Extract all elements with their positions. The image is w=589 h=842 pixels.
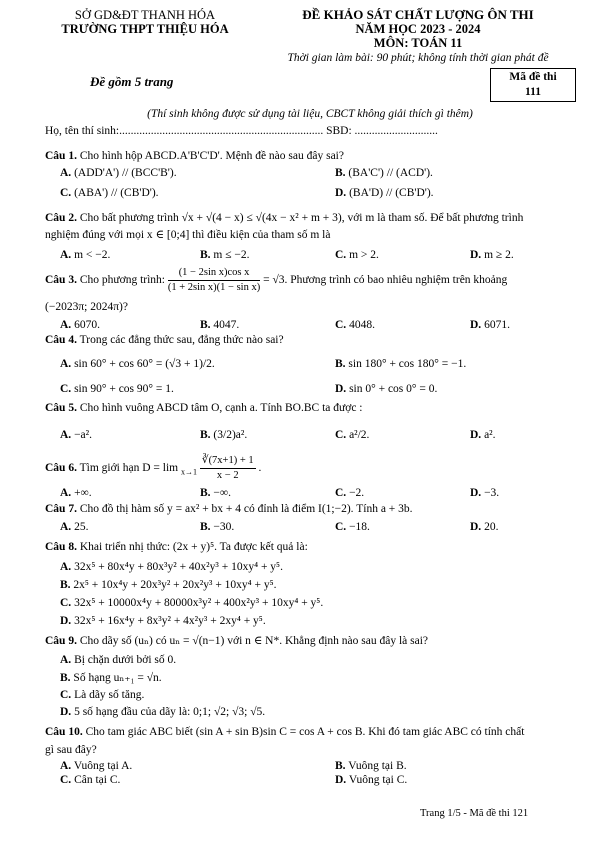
q3-option-d: D. 6071. (470, 319, 510, 331)
q6-stem-pre: Câu 6. Tìm giới hạn D = lim (45, 462, 179, 475)
subject: MÔN: TOÁN 11 (373, 36, 463, 50)
q6-option-b: B. −∞. (200, 487, 231, 499)
question-10-stem: Câu 10. Cho tam giác ABC biết (sin A + sin B)sin C = cos A + cos B. Khi đó tam giác ABC có tính chất (45, 726, 525, 738)
question-2-stem-cont: nghiệm đúng với mọi x ∈ [0;4] thì điều kiện của tham số m là (45, 229, 331, 241)
question-1-stem: Câu 1. Cho hình hộp ABCD.A'B'C'D'. Mệnh đề nào sau đây sai? (45, 150, 344, 162)
question-2-stem: Câu 2. Cho bất phương trình √x + √(4 − x) ≤ √(4x − x² + m + 3), với m là tham số. Để bất phương trình (45, 212, 524, 224)
question-9-stem: Câu 9. Cho dãy số (uₙ) có uₙ = √(n−1) với n ∈ N*. Khẳng định nào sau đây là sai? (45, 635, 429, 647)
q2-option-b: B. m ≤ −2. (200, 249, 250, 261)
q6-fraction (200, 454, 256, 483)
instructions-note: (Thí sinh không được sử dụng tài liệu, CBCT không giải thích gì thêm) (147, 108, 473, 120)
candidate-info-line: Họ, tên thí sinh:....................................................................... SBD: ............................. (45, 125, 438, 137)
q1-option-d: D. (BA'D) // (CB'D'). (335, 187, 434, 199)
dept-name: SỞ GD&ĐT THANH HÓA (74, 8, 216, 22)
q9-option-a: A. Bị chặn dưới bởi số 0. (60, 654, 177, 666)
q10-option-a: A. Vuông tại A. (60, 760, 133, 772)
header-right (248, 8, 588, 65)
question-3-stem-cont: (−2023π; 2024π)? (45, 301, 128, 313)
exam-code: 111 (525, 86, 541, 98)
q3-option-b: B. 4047. (200, 319, 240, 331)
q3-option-a: A. 6070. (60, 319, 100, 331)
question-3-stem (45, 266, 507, 295)
q3-numerator: (1 − 2sin x)cos x (168, 266, 260, 281)
q3-denominator: (1 + 2sin x)(1 − sin x) (167, 282, 261, 293)
question-8-stem: Câu 8. Khai triển nhị thức: (2x + y)⁵. Ta được kết quả là: (45, 541, 308, 553)
exam-title: ĐỀ KHẢO SÁT CHẤT LƯỢNG ÔN THI (302, 7, 534, 22)
q3-stem-pre: Câu 3. Cho phương trình: (45, 274, 165, 287)
question-6-stem (45, 454, 261, 483)
school-name: TRƯỜNG THPT THIỆU HÓA (61, 22, 229, 36)
q4-option-d: D. sin 0° + cos 0° = 0. (335, 383, 438, 395)
q3-stem-post: = √3. Phương trình có bao nhiêu nghiệm trên khoảng (263, 274, 508, 287)
question-4-stem: Câu 4. Trong các đẳng thức sau, đẳng thức nào sai? (45, 334, 284, 346)
q10-option-c: C. Cân tại C. (60, 774, 121, 786)
q6-limit-sub: x→1 (181, 467, 197, 477)
q2-option-d: D. m ≥ 2. (470, 249, 514, 261)
q6-option-c: C. −2. (335, 487, 365, 499)
q5-option-b: B. (3/2)a². (200, 429, 248, 441)
time-info: Thời gian làm bài: 90 phút; không tính thời gian phát đề (287, 52, 549, 64)
q2-option-a: A. m < −2. (60, 249, 111, 261)
q6-stem-post: . (258, 462, 262, 475)
page-count: Đề gồm 5 trang (90, 74, 174, 89)
q9-option-c: C. Là dãy số tăng. (60, 689, 145, 701)
q6-option-d: D. −3. (470, 487, 500, 499)
q10-option-d: D. Vuông tại C. (335, 774, 408, 786)
q2-option-c: C. m > 2. (335, 249, 379, 261)
q7-option-a: A. 25. (60, 521, 89, 533)
q3-fraction (168, 266, 260, 295)
q7-option-d: D. 20. (470, 521, 499, 533)
q9-option-b: B. Số hạng uₙ₊₁ = √n. (60, 672, 162, 684)
q1-option-b: B. (BA'C') // (ACD'). (335, 167, 433, 179)
question-5-stem: Câu 5. Cho hình vuông ABCD tâm O, cạnh a. Tính BO.BC ta được : (45, 402, 363, 414)
q3-option-c: C. 4048. (335, 319, 375, 331)
question-10-stem-cont: gì sau đây? (45, 744, 97, 756)
question-7-stem: Câu 7. Cho đồ thị hàm số y = ax² + bx + 4 có đỉnh là điểm I(1;−2). Tính a + 3b. (45, 503, 413, 515)
q7-option-c: C. −18. (335, 521, 370, 533)
q1-option-c: C. (ABA') // (CB'D'). (60, 187, 159, 199)
q6-numerator: ∛(7x+1) + 1 (200, 454, 256, 469)
q4-option-b: B. sin 180° + cos 180° = −1. (335, 358, 467, 370)
q8-option-d: D. 32x⁵ + 16x⁴y + 8x³y² + 4x²y³ + 2xy⁴ + y⁵. (60, 615, 266, 627)
q10-option-b: B. Vuông tại B. (335, 760, 407, 772)
exam-code-box (490, 68, 576, 102)
q4-option-c: C. sin 90° + cos 90° = 1. (60, 383, 174, 395)
q6-denominator: x − 2 (216, 470, 239, 481)
q5-option-c: C. a²/2. (335, 429, 370, 441)
q5-option-a: A. −a². (60, 429, 92, 441)
q1-option-a: A. (ADD'A') // (BCC'B'). (60, 167, 177, 179)
page-footer: Trang 1/5 - Mã đề thi 121 (420, 808, 529, 819)
school-year: NĂM HỌC 2023 - 2024 (355, 22, 481, 36)
q8-option-a: A. 32x⁵ + 80x⁴y + 80x³y² + 40x²y³ + 10xy⁴ + y⁵. (60, 561, 283, 573)
q4-option-a: A. sin 60° + cos 60° = (√3 + 1)/2. (60, 358, 215, 370)
q5-option-d: D. a². (470, 429, 496, 441)
q6-option-a: A. +∞. (60, 487, 92, 499)
q7-option-b: B. −30. (200, 521, 235, 533)
header-left (40, 8, 250, 36)
q9-option-d: D. 5 số hạng đầu của dãy là: 0;1; √2; √3; √5. (60, 706, 266, 718)
q8-option-b: B. 2x⁵ + 10x⁴y + 20x³y² + 20x²y³ + 10xy⁴ + y⁵. (60, 579, 277, 591)
exam-code-label: Mã đề thi (509, 71, 557, 83)
q8-option-c: C. 32x⁵ + 10000x⁴y + 80000x³y² + 400x²y³ + 10xy⁴ + y⁵. (60, 597, 324, 609)
